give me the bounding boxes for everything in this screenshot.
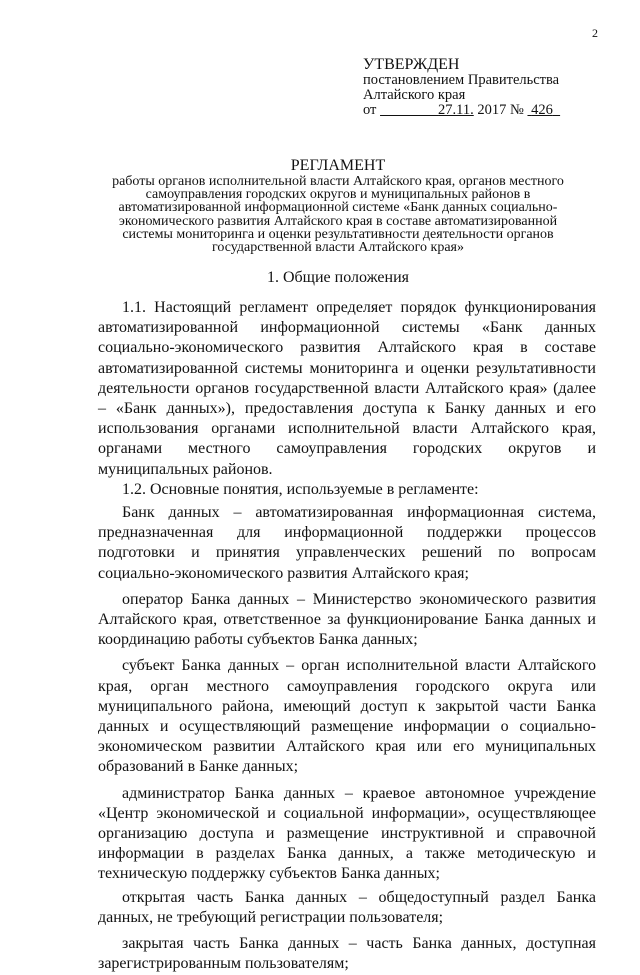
definition-subject: субъект Банка данных – орган исполнительной власти Алтайского края, орган местного самоуправления городского округа или муниципального района, имеющий доступ к закрытой части Банка данных и осуществляющий размещение информации о социально-экономическом развитии Алтайского края или его муниципальных образований в Банке данных; bbox=[98, 657, 596, 776]
definition-closed-part: закрытая часть Банка данных – часть Банка данных, доступная зарегистрированным пользователям; bbox=[98, 935, 596, 973]
approval-date-value: 27.11. bbox=[438, 102, 474, 118]
document-body bbox=[98, 298, 596, 975]
approval-number-field bbox=[527, 102, 560, 118]
approval-heading: УТВЕРЖДЕН bbox=[363, 56, 460, 73]
page-number: 2 bbox=[592, 26, 598, 40]
approval-number: 426 bbox=[531, 102, 553, 118]
approval-stamp bbox=[363, 56, 560, 118]
paragraph-1-2: 1.2. Основные понятия, используемые в регламенте: bbox=[122, 480, 479, 498]
approval-date bbox=[380, 102, 474, 118]
approval-line-2: Алтайского края bbox=[363, 87, 466, 103]
section-heading: 1. Общие положения bbox=[266, 269, 410, 286]
document-title: РЕГЛАМЕНТ bbox=[290, 157, 386, 174]
definition-operator: оператор Банка данных – Министерство экономического развития Алтайского края, ответственное за функционирование Банка данных и координацию работы субъектов Банка данных; bbox=[98, 590, 596, 649]
definition-bank: Банк данных – автоматизированная информационная система, предназначенная для информационной поддержки процессов подготовки и принятия управленческих решений по вопросам социально-экономического развития Алтайского края; bbox=[98, 504, 596, 582]
document-title-block bbox=[98, 157, 578, 254]
paragraph-1-1: 1.1. Настоящий регламент определяет порядок функционирования автоматизированной информационной системы «Банк данных социально-экономического развития Алтайского края в составе автоматизированной системы мониторинга и оценки результативности деятельности органов государственной власти Алтайского края» (далее – «Банк данных»), предоставления доступа к Банку данных и его использования органами исполнительной власти Алтайского края, органами местного самоуправления городских округов и муниципальных районов. bbox=[98, 299, 596, 478]
approval-year: 2017 № bbox=[477, 102, 524, 118]
document-subtitle: работы органов исполнительной власти Алтайского края, органов местного самоуправления городских округов и муниципальных районов в автоматизированной информационной системе «Банк данных социально-экономического развития Алтайского края в составе автоматизированной системы мониторинга и оценки результативности деятельности органов государственной власти Алтайского края» bbox=[112, 174, 564, 256]
definition-open-part: открытая часть Банка данных – общедоступный раздел Банка данных, не требующий регистрации пользователя; bbox=[98, 888, 596, 926]
approval-date-line bbox=[363, 103, 560, 118]
definition-administrator: администратор Банка данных – краевое автономное учреждение «Центр экономической и социальной информации», осуществляющее организацию доступа и размещение инструктивной и справочной информации в разделах Банка данных, а также методическую и техническую поддержку субъектов Банка данных; bbox=[98, 784, 596, 883]
date-prefix: от bbox=[363, 102, 377, 118]
approval-line-1: постановлением Правительства bbox=[363, 72, 560, 88]
